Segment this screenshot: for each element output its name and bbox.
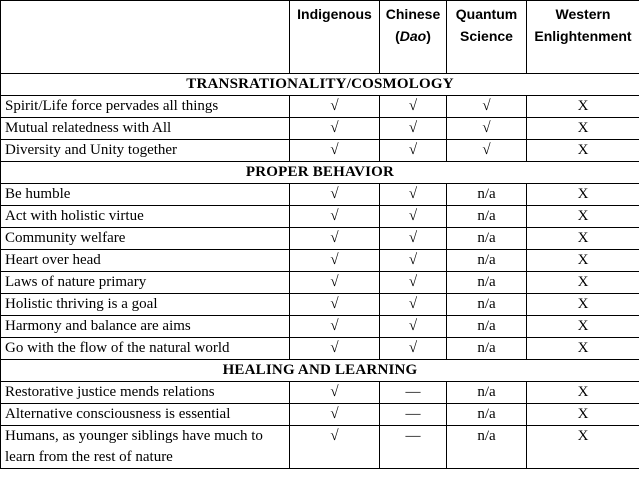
row-label: Diversity and Unity together: [1, 140, 290, 162]
section-title-proper-behavior: PROPER BEHAVIOR: [1, 162, 639, 184]
quantum-cell: n/a: [447, 294, 527, 316]
indigenous-cell: √: [290, 382, 380, 404]
header-quantum-line1: Quantum: [455, 6, 518, 22]
table-row: [1, 250, 639, 272]
chinese-cell: √: [380, 118, 447, 140]
row-label: Act with holistic virtue: [1, 206, 290, 228]
chinese-cell: —: [380, 426, 447, 469]
quantum-cell: √: [447, 118, 527, 140]
indigenous-cell: √: [290, 404, 380, 426]
row-label: Holistic thriving is a goal: [1, 294, 290, 316]
quantum-cell: n/a: [447, 206, 527, 228]
western-cell: X: [527, 250, 639, 272]
quantum-cell: n/a: [447, 338, 527, 360]
western-cell: X: [527, 316, 639, 338]
row-label: Harmony and balance are aims: [1, 316, 290, 338]
chinese-cell: √: [380, 228, 447, 250]
row-label: Mutual relatedness with All: [1, 118, 290, 140]
western-cell: X: [527, 272, 639, 294]
header-western-line1: Western: [555, 6, 611, 22]
table-row: [1, 382, 639, 404]
header-western: [527, 1, 639, 74]
table-row: [1, 140, 639, 162]
western-cell: X: [527, 228, 639, 250]
indigenous-cell: √: [290, 118, 380, 140]
row-label: Humans, as younger siblings have much to learn from the rest of nature: [1, 426, 290, 469]
header-quantum-line2: Science: [460, 28, 513, 44]
row-label: Spirit/Life force pervades all things: [1, 96, 290, 118]
quantum-cell: n/a: [447, 250, 527, 272]
western-cell: X: [527, 404, 639, 426]
header-western-line2: Enlightenment: [534, 28, 632, 44]
row-label: Go with the flow of the natural world: [1, 338, 290, 360]
header-indigenous: [290, 1, 380, 74]
western-cell: X: [527, 96, 639, 118]
chinese-cell: √: [380, 316, 447, 338]
section-header-row: [1, 162, 639, 184]
row-label: Laws of nature primary: [1, 272, 290, 294]
quantum-cell: n/a: [447, 426, 527, 469]
header-chinese-label: Chinese: [385, 6, 441, 22]
indigenous-cell: √: [290, 316, 380, 338]
table-row: [1, 294, 639, 316]
table-row: [1, 184, 639, 206]
chinese-cell: √: [380, 338, 447, 360]
indigenous-cell: √: [290, 140, 380, 162]
quantum-cell: n/a: [447, 404, 527, 426]
chinese-cell: √: [380, 184, 447, 206]
table-row: [1, 316, 639, 338]
table-row: [1, 338, 639, 360]
western-cell: X: [527, 206, 639, 228]
quantum-cell: n/a: [447, 382, 527, 404]
header-chinese-close-paren: ): [426, 28, 431, 44]
indigenous-cell: √: [290, 338, 380, 360]
header-chinese-open-paren: (: [395, 28, 400, 44]
indigenous-cell: √: [290, 272, 380, 294]
western-cell: X: [527, 184, 639, 206]
header-chinese-dao: Dao: [399, 28, 427, 44]
table-row: [1, 228, 639, 250]
indigenous-cell: √: [290, 228, 380, 250]
chinese-cell: —: [380, 382, 447, 404]
header-row: [1, 1, 639, 74]
indigenous-cell: √: [290, 96, 380, 118]
section-title-cosmology: TRANSRATIONALITY/COSMOLOGY: [1, 74, 639, 96]
table-row: [1, 272, 639, 294]
western-cell: X: [527, 118, 639, 140]
chinese-cell: —: [380, 404, 447, 426]
quantum-cell: n/a: [447, 228, 527, 250]
quantum-cell: √: [447, 140, 527, 162]
western-cell: X: [527, 140, 639, 162]
chinese-cell: √: [380, 250, 447, 272]
table-row: [1, 206, 639, 228]
row-label: Heart over head: [1, 250, 290, 272]
western-cell: X: [527, 382, 639, 404]
section-title-healing-learning: HEALING AND LEARNING: [1, 360, 639, 382]
quantum-cell: n/a: [447, 184, 527, 206]
indigenous-cell: √: [290, 206, 380, 228]
chinese-cell: √: [380, 140, 447, 162]
table-row: [1, 404, 639, 426]
row-label: Alternative consciousness is essential: [1, 404, 290, 426]
indigenous-cell: √: [290, 426, 380, 469]
indigenous-cell: √: [290, 184, 380, 206]
header-indigenous-label: Indigenous: [297, 6, 372, 22]
western-cell: X: [527, 426, 639, 469]
indigenous-cell: √: [290, 250, 380, 272]
chinese-cell: √: [380, 206, 447, 228]
quantum-cell: √: [447, 96, 527, 118]
section-header-row: [1, 74, 639, 96]
table-row: [1, 96, 639, 118]
row-label: Be humble: [1, 184, 290, 206]
header-blank-cell: [1, 1, 290, 74]
quantum-cell: n/a: [447, 316, 527, 338]
row-label: Restorative justice mends relations: [1, 382, 290, 404]
chinese-cell: √: [380, 96, 447, 118]
western-cell: X: [527, 338, 639, 360]
header-chinese: [380, 1, 447, 74]
table-row: [1, 426, 639, 469]
section-header-row: [1, 360, 639, 382]
header-quantum: [447, 1, 527, 74]
indigenous-cell: √: [290, 294, 380, 316]
row-label: Community welfare: [1, 228, 290, 250]
chinese-cell: √: [380, 294, 447, 316]
table-row: [1, 118, 639, 140]
quantum-cell: n/a: [447, 272, 527, 294]
western-cell: X: [527, 294, 639, 316]
chinese-cell: √: [380, 272, 447, 294]
